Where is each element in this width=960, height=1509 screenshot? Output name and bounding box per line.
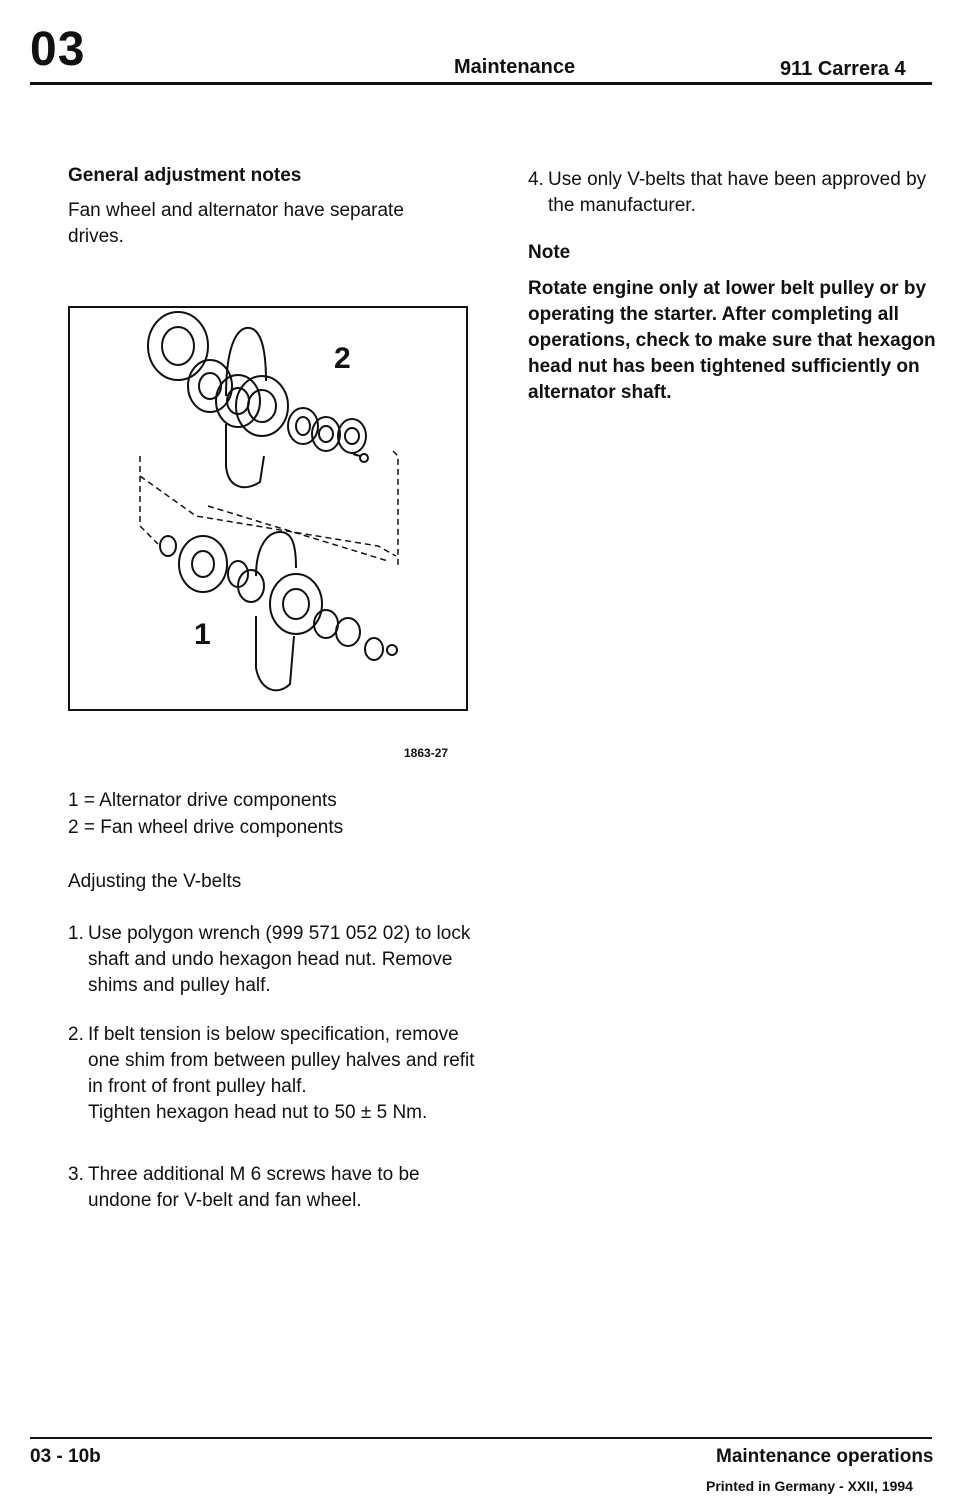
- header-rule: [30, 82, 932, 85]
- step-text: Use only V-belts that have been approved by the manufacturer.: [548, 169, 927, 216]
- step-4: [528, 167, 938, 219]
- step-number: 3.: [68, 1164, 84, 1185]
- print-notice: Printed in Germany - XXII, 1994: [706, 1478, 913, 1494]
- legend-item: 1 = Alternator drive components: [68, 790, 337, 811]
- step-text: Use polygon wrench (999 571 052 02) to lock shaft and undo hexagon head nut. Remove shims and pulley half.: [88, 923, 471, 996]
- figure-code: 1863-27: [404, 746, 449, 760]
- step-number: 4.: [528, 169, 544, 190]
- note-text: Rotate engine only at lower belt pulley or by operating the starter. After completing all operations, check to make sure that hexagon head nut has been tightened sufficiently on alternator shaft.: [528, 278, 936, 403]
- section-heading: General adjustment notes: [68, 165, 302, 186]
- intro-text: Fan wheel and alternator have separate drives.: [68, 200, 404, 247]
- label-alternator: 1: [194, 618, 211, 651]
- v-belt-diagram: [68, 306, 468, 711]
- step-text: Three additional M 6 screws have to be undone for V-belt and fan wheel.: [88, 1164, 420, 1211]
- legend-item: 2 = Fan wheel drive components: [68, 817, 344, 838]
- step-text: If belt tension is below specification, remove one shim from between pulley halves and refit in front of front pulley half.: [88, 1024, 475, 1097]
- step-3: [68, 1162, 478, 1214]
- label-fan-wheel: 2: [334, 342, 351, 375]
- step-number: 2.: [68, 1024, 84, 1045]
- footer-section: Maintenance operations: [716, 1446, 934, 1467]
- step-text-torque: Tighten hexagon head nut to 50 ± 5 Nm.: [88, 1102, 428, 1123]
- step-number: 1.: [68, 923, 84, 944]
- note-heading: Note: [528, 242, 571, 263]
- step-2: [68, 1022, 478, 1126]
- page-number: 03 - 10b: [30, 1446, 101, 1467]
- chapter-number: 03: [30, 23, 86, 76]
- exploded-drive-drawing: [68, 306, 468, 711]
- subheading: Adjusting the V-belts: [68, 871, 242, 892]
- header-model: 911 Carrera 4: [780, 58, 906, 80]
- footer-rule: [30, 1437, 932, 1439]
- step-1: [68, 921, 478, 999]
- header-title: Maintenance: [454, 56, 576, 78]
